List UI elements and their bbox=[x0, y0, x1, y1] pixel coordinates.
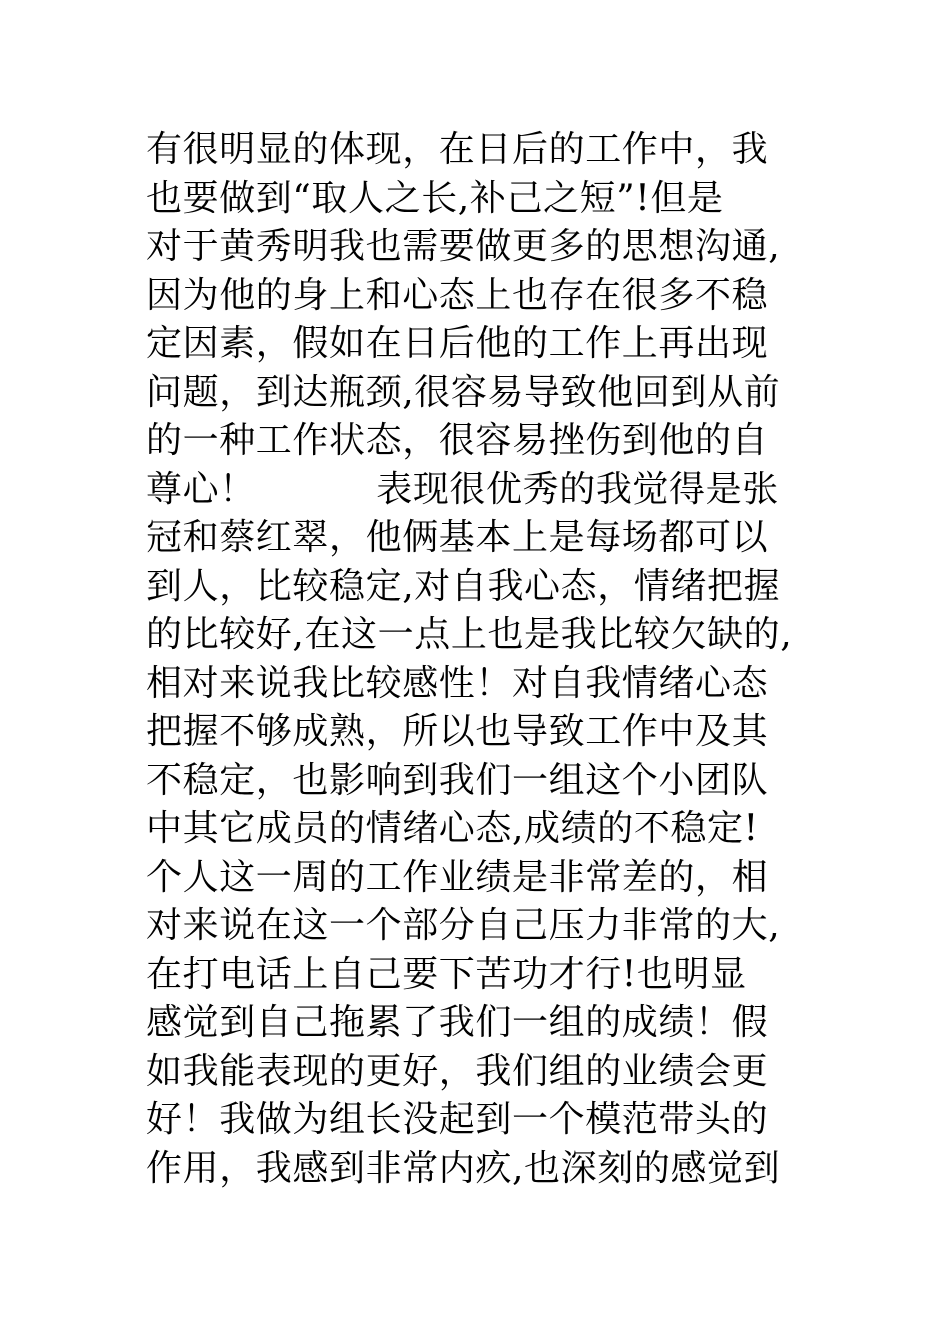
text-line: 到人，比较稳定,对自我心态，情绪把握 bbox=[146, 565, 781, 607]
body-text bbox=[146, 126, 826, 1193]
text-line: 作用，我感到非常内疚,也深刻的感觉到 bbox=[146, 1147, 781, 1189]
text-line: 相对来说我比较感性！对自我情绪心态 bbox=[146, 662, 769, 704]
text-line: 好！我做为组长没起到一个模范带头的 bbox=[146, 1099, 769, 1140]
text-line: 把握不够成熟，所以也导致工作中及其 bbox=[146, 711, 769, 752]
text-line: 定因素，假如在日后他的工作上再出现 bbox=[146, 323, 769, 364]
text-line: 冠和蔡红翠，他俩基本上是每场都可以 bbox=[146, 517, 769, 558]
text-line: 的比较好,在这一点上也是我比较欠缺的, bbox=[146, 614, 793, 655]
text-line: 的一种工作状态，很容易挫伤到他的自 bbox=[146, 420, 769, 461]
text-line: 也要做到“取人之长,补己之短”!但是 bbox=[146, 177, 724, 219]
text-line: 尊心！ 表现很优秀的我觉得是张 bbox=[146, 468, 779, 510]
text-line: 个人这一周的工作业绩是非常差的，相 bbox=[146, 856, 769, 898]
text-line: 感觉到自己拖累了我们一组的成绩！假 bbox=[146, 1002, 769, 1043]
text-line: 因为他的身上和心态上也存在很多不稳 bbox=[146, 274, 769, 316]
text-line: 不稳定，也影响到我们一组这个小团队 bbox=[146, 759, 769, 801]
text-line: 如我能表现的更好，我们组的业绩会更 bbox=[146, 1050, 769, 1092]
text-line: 有很明显的体现，在日后的工作中，我 bbox=[146, 129, 769, 170]
text-line: 在打电话上自己要下苦功才行!也明显 bbox=[146, 953, 747, 995]
text-line: 中其它成员的情绪心态,成绩的不稳定! bbox=[146, 808, 759, 849]
text-line: 问题，到达瓶颈,很容易导致他回到从前 bbox=[146, 371, 781, 413]
text-line: 对于黄秀明我也需要做更多的思想沟通, bbox=[146, 226, 781, 267]
text-line: 对来说在这一个部分自己压力非常的大, bbox=[146, 905, 781, 946]
